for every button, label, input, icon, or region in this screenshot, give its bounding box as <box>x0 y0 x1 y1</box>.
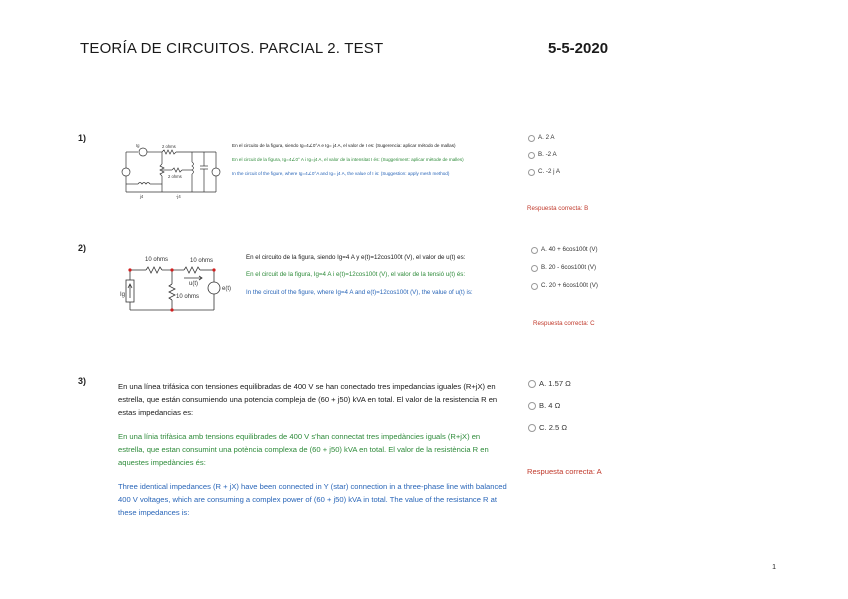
question-3-option-a[interactable] <box>528 377 571 390</box>
question-2-text-spanish: En el circuito de la figura, siendo Ig=4 A y e(t)=12cos100t (V), el valor de u(t) es: <box>246 254 466 261</box>
question-2-number: 2) <box>78 243 87 253</box>
option-label: C. -2 j A <box>538 168 561 175</box>
question-1-circuit-diagram <box>116 142 228 200</box>
question-2-option-b[interactable] <box>531 264 596 272</box>
q2-left-resistor-label: 10 ohms <box>145 257 169 263</box>
question-1-text-english: In the circuit of the figure, where Ig=4∠0°A and Ig= j4 A, the value of I is: (Suggestion: apply mesh method) <box>232 171 450 176</box>
question-2-option-a[interactable] <box>531 246 598 254</box>
question-3-option-c[interactable] <box>528 421 567 434</box>
question-2-option-c[interactable] <box>531 282 598 290</box>
option-label: B. 20 - 6cos100t (V) <box>541 264 597 271</box>
option-label: A. 40 + 6cos100t (V) <box>541 246 598 253</box>
question-1-option-a[interactable] <box>528 134 555 142</box>
radio-button-icon[interactable] <box>528 402 536 410</box>
q1-inductor-label: j4 <box>140 194 144 199</box>
question-3-option-b[interactable] <box>528 399 560 412</box>
question-3-text-spanish: En una línea trifásica con tensiones equilibradas de 400 V se han conectado tres impedancias iguales (R+jX) en estrella, que están consumiendo una potencia compleja de (60 + j50) kVA en total. El valor de la resistencia R en estas impedancias es: <box>118 382 498 417</box>
question-3-number: 3) <box>78 376 87 386</box>
question-2-correct-answer: Respuesta correcta: C <box>533 320 595 327</box>
radio-button-icon[interactable] <box>528 135 535 142</box>
question-3-text-english: Three identical impedances (R + jX) have been connected in Y (star) connection in a three-phase line with balanced 400 V voltages, which are consuming a complex power of (60 + j50) kVA in total. The value of the resistance R at these impedances is: <box>118 482 507 517</box>
q1-capacitor-label: -j4 <box>176 194 181 199</box>
radio-button-icon[interactable] <box>528 169 535 176</box>
question-2-circuit-diagram <box>118 252 244 316</box>
radio-button-icon[interactable] <box>531 247 538 254</box>
q2-output-voltage-label: u(t) <box>189 281 198 287</box>
question-1-number: 1) <box>78 133 87 143</box>
q1-source-left-label: Ig <box>136 143 140 148</box>
option-label: B. -2 A <box>538 151 557 158</box>
option-label: A. 2 A <box>538 134 555 141</box>
q1-top-resistor-label: 2 ohms <box>162 144 176 149</box>
question-3-text-catalan: En una línia trifàsica amb tensions equilibrades de 400 V s'han connectat tres impedàncies iguals (R+jX) en estrella, que estan consumint una potència complexa de (60 + j50) kVA en total. El valor de la resistència R en aquestes impedàncies és: <box>118 432 489 467</box>
q2-voltage-source-label: e(t) <box>222 286 231 292</box>
question-2-text-catalan: En el circuit de la figura, Ig=4 A i e(t)=12cos100t (V), el valor de la tensió u(t) és: <box>246 271 466 278</box>
question-1-option-c[interactable] <box>528 168 560 176</box>
q2-right-resistor-label: 10 ohms <box>190 258 214 264</box>
q2-current-source-label: Ig <box>120 292 126 298</box>
question-1-correct-answer: Respuesta correcta: B <box>527 205 589 212</box>
radio-button-icon[interactable] <box>528 380 536 388</box>
q1-bottom-resistor-label: 2 ohms <box>168 174 182 179</box>
option-label: C. 20 + 6cos100t (V) <box>541 282 598 289</box>
question-1-text-catalan: En el circuit de la figura, Ig=4∠0° A i Ig=j4 A, el valor de la intensitat I és: (Suggeriment: aplicar mètode de malles) <box>232 157 464 162</box>
radio-button-icon[interactable] <box>528 152 535 159</box>
question-1-option-b[interactable] <box>528 151 557 159</box>
option-label: C. 2.5 Ω <box>539 423 568 432</box>
q2-bottom-resistor-label: 10 ohms <box>176 294 200 300</box>
document-title: TEORÍA DE CIRCUITOS. PARCIAL 2. TEST <box>80 40 384 57</box>
page-number: 1 <box>772 564 776 571</box>
radio-button-icon[interactable] <box>531 265 538 272</box>
document-date: 5-5-2020 <box>548 40 609 57</box>
question-3-correct-answer: Respuesta correcta: A <box>527 467 602 476</box>
radio-button-icon[interactable] <box>531 283 538 290</box>
option-label: A. 1.57 Ω <box>539 379 571 388</box>
option-label: B. 4 Ω <box>539 401 561 410</box>
question-2-text-english: In the circuit of the figure, where Ig=4 A and e(t)=12cos100t (V), the value of u(t) is: <box>246 289 473 296</box>
question-1-text-spanish: En el circuito de la figura, siendo Ig=4∠0°A e Ig= j4 A, el valor de I es: (Sugerencia: aplicar método de mallas) <box>232 143 456 148</box>
radio-button-icon[interactable] <box>528 424 536 432</box>
